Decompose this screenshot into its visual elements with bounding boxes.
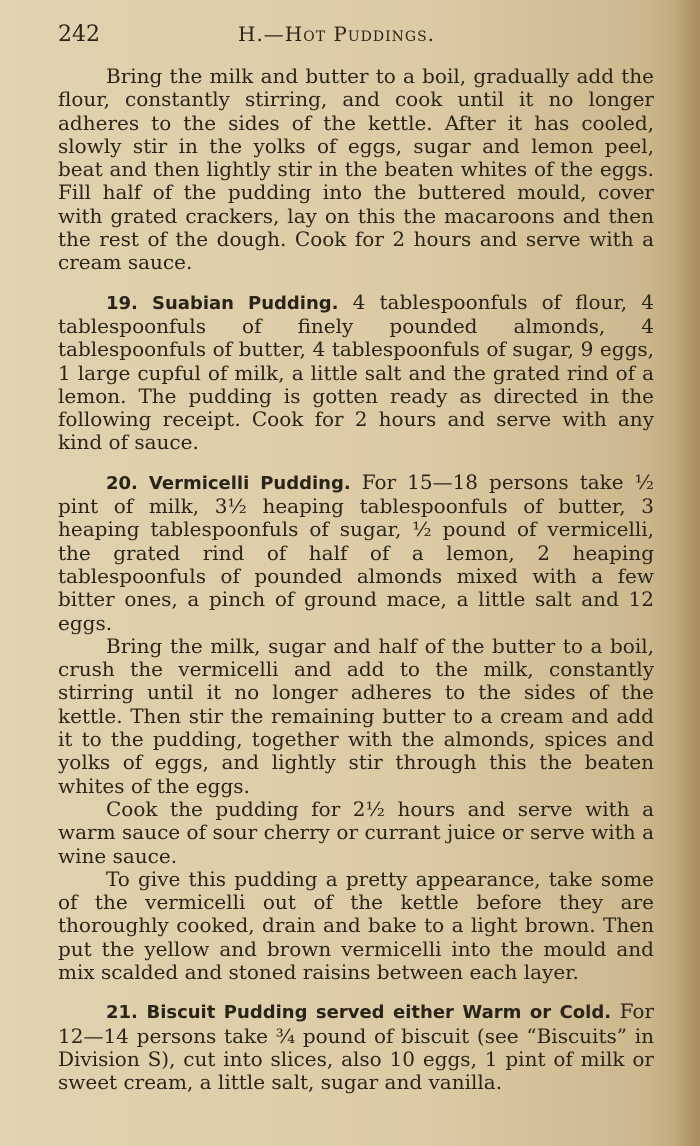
page-header: [58, 22, 654, 47]
recipe-number: 19.: [106, 292, 138, 314]
recipe-title: Biscuit Pudding served either Warm or Cold.: [146, 1002, 612, 1024]
recipe-paragraph: 4 tablespoonfuls of flour, 4 tablespoonfuls of finely pounded almonds, 4 tablespoonfuls of butter, 4 tablespoonfuls of sugar, 9 eggs, 1 large cupful of milk, a little salt and the grated rind of a lemon. The pudding is gotten ready as directed in the following receipt. Cook for 2 hours and serve with any kind of sauce.: [58, 289, 655, 455]
recipe-19: [58, 291, 654, 455]
recipe-title: Vermicelli Pudding.: [148, 472, 351, 494]
recipe-paragraph: Bring the milk, sugar and half of the butter to a boil, crush the vermicelli and add to the milk, constantly stirring until it no longer adheres to the sides of the kettle. Then stir the remaining butter to a cream and add it to the pudding, together with the almonds, spices and yolks of eggs, and lightly stir through this the beaten whites of the eggs.: [58, 633, 654, 798]
recipe-paragraph: To give this pudding a pretty appearance, take some of the vermicelli out of the kettle before they are thoroughly cooked, drain and bake to a light brown. Then put the yellow and brown vermicelli into the mould and mix scalded and stoned raisins between each layer.: [58, 866, 654, 984]
intro-paragraph: Bring the milk and butter to a boil, gradually add the flour, constantly stirring, and cook until it no longer adheres to the sides of the kettle. After it has cooled, slowly stir in the yolks of eggs, sugar and lemon peel, beat and then lightly stir in the beaten whites of the eggs. Fill half of the pudding into the buttered mould, cover with grated crackers, lay on this the macaroons and then the rest of the dough. Cook for 2 hours and serve with a cream sauce.: [58, 64, 654, 275]
running-head: H.—Hot Puddings.: [238, 22, 436, 46]
recipe-20: [58, 471, 654, 635]
recipe-21: [58, 1000, 654, 1094]
recipe-paragraph: For 15—18 persons take ½ pint of milk, 3½ heaping tablespoonfuls of butter, 3 heaping tablespoonfuls of sugar, ½ pound of vermicelli, the grated rind of half of a lemon, 2 heaping tablespoonfuls of pounded almonds mixed with a few bitter ones, a pinch of ground mace, a little salt and 12 eggs.: [58, 469, 655, 635]
recipe-number: 20.: [106, 472, 138, 494]
recipe-number: 21.: [106, 1002, 138, 1024]
recipe-paragraph: For 12—14 persons take ¾ pound of biscuit (see “Biscuits” in Division S), cut into slices, also 10 eggs, 1 pint of milk or sweet cream, a little salt, sugar and vanilla.: [58, 999, 655, 1095]
recipe-paragraph: Cook the pudding for 2½ hours and serve with a warm sauce of sour cherry or currant juice or serve with a wine sauce.: [58, 796, 654, 868]
recipe-title: Suabian Pudding.: [152, 292, 339, 314]
page-body: [58, 65, 654, 1094]
page-number: 242: [58, 22, 100, 47]
